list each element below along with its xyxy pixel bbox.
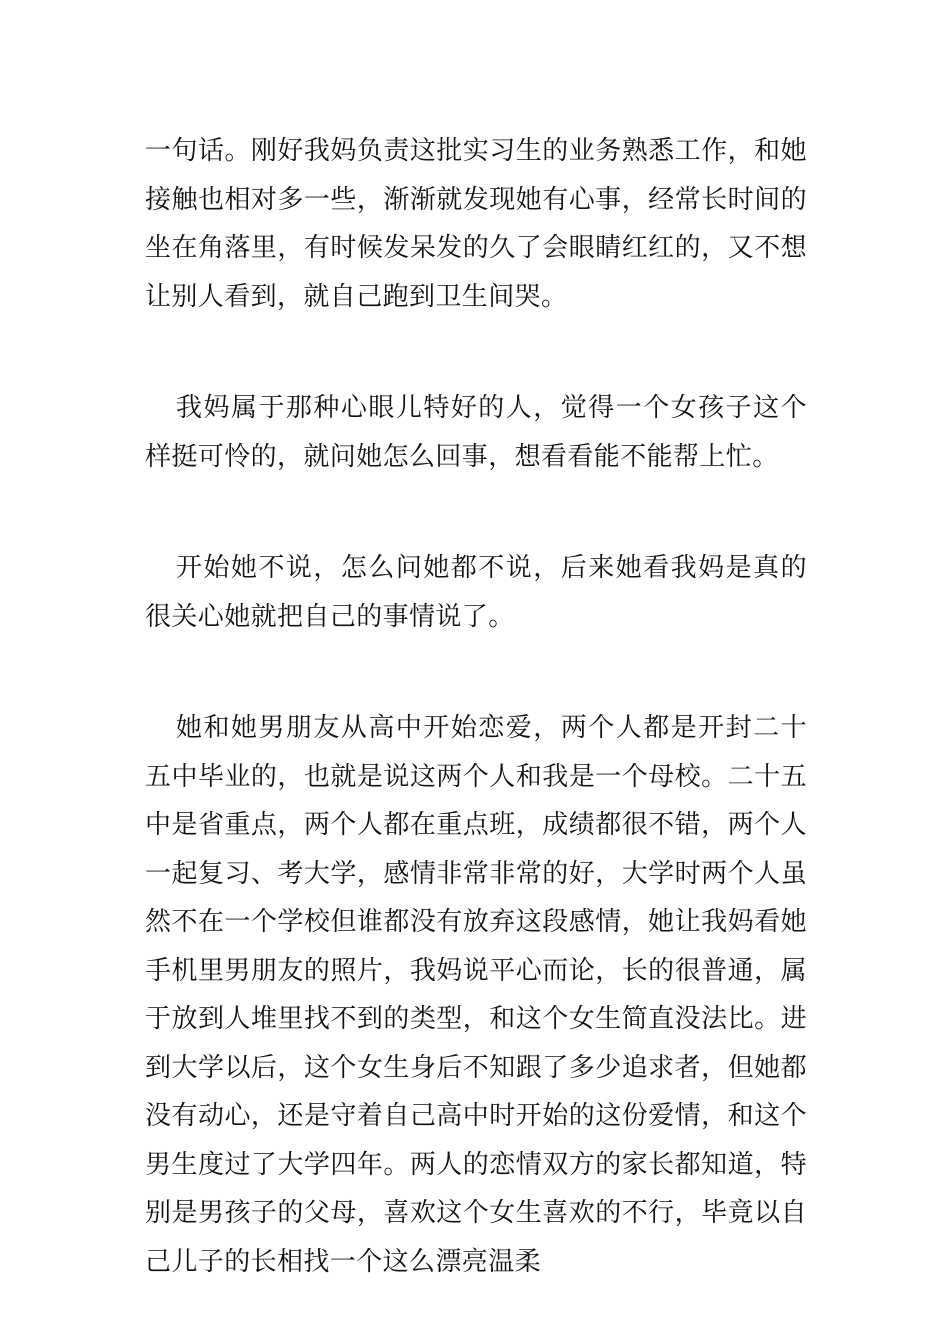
paragraph-spacer bbox=[145, 321, 807, 384]
paragraph-spacer bbox=[145, 641, 807, 704]
document-body bbox=[145, 127, 807, 1286]
paragraph-spacer bbox=[145, 481, 807, 544]
paragraph-2: 我妈属于那种心眼儿特好的人，觉得一个女孩子这个样挺可怜的，就问她怎么回事，想看看能不能帮上忙。 bbox=[145, 393, 807, 472]
paragraph-3: 开始她不说，怎么问她都不说，后来她看我妈是真的很关心她就把自己的事情说了。 bbox=[145, 553, 807, 632]
paragraph-1: 一句话。刚好我妈负责这批实习生的业务熟悉工作，和她接触也相对多一些，渐渐就发现她有心事，经常长时间的坐在角落里，有时候发呆发的久了会眼睛红红的，又不想让别人看到，就自己跑到卫生间哭。 bbox=[145, 136, 807, 312]
paragraph-4: 她和她男朋友从高中开始恋爱，两个人都是开封二十五中毕业的，也就是说这两个人和我是一个母校。二十五中是省重点，两个人都在重点班，成绩都很不错，两个人一起复习、考大学，感情非常非常的好，大学时两个人虽然不在一个学校但谁都没有放弃这段感情，她让我妈看她手机里男朋友的照片，我妈说平心而论，长的很普通，属于放到人堆里找不到的类型，和这个女生简直没法比。进到大学以后，这个女生身后不知跟了多少追求者，但她都没有动心，还是守着自己高中时开始的这份爱情，和这个男生度过了大学四年。两人的恋情双方的家长都知道，特别是男孩子的父母，喜欢这个女生喜欢的不行，毕竟以自己儿子的长相找一个这么漂亮温柔 bbox=[145, 713, 807, 1277]
